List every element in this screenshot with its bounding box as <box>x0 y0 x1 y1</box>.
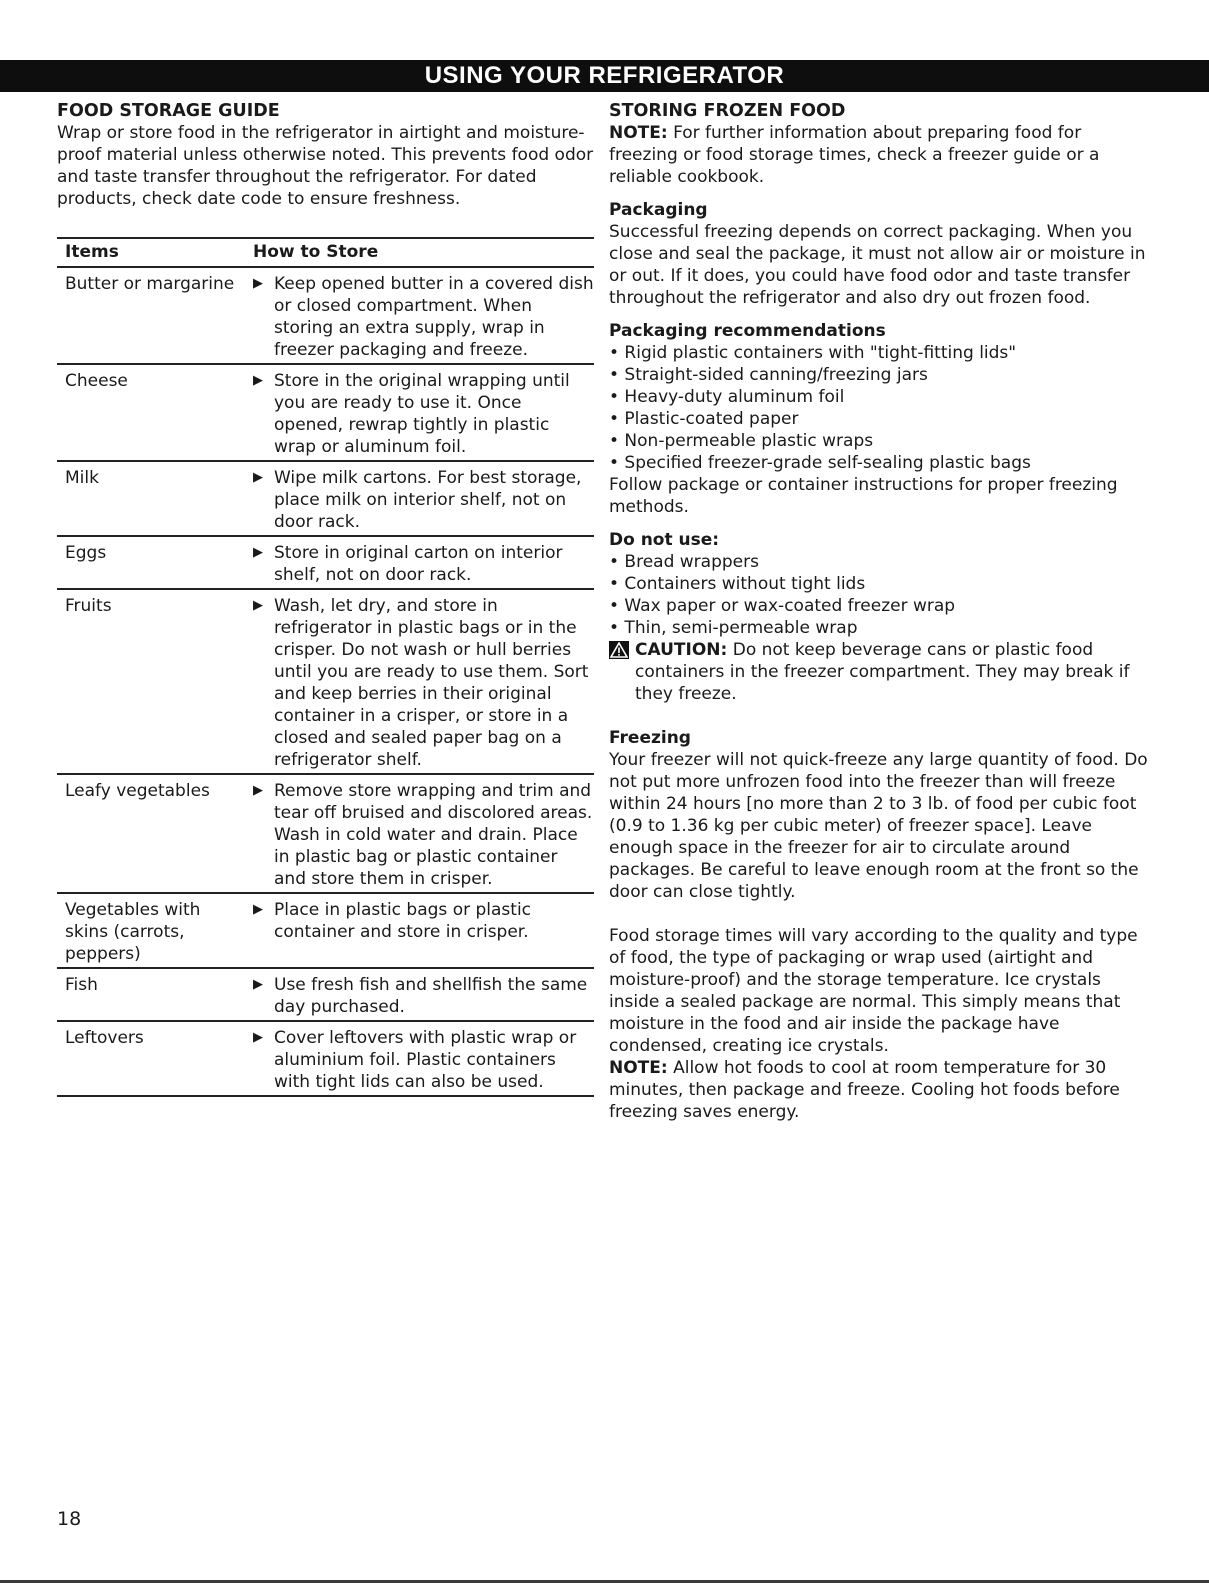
how-cell: Place in plastic bags or plastic container and store in crisper. <box>274 900 532 942</box>
how-cell: Remove store wrapping and trim and tear off bruised and discolored areas. Wash in cold water and drain. Place in plastic bag or plastic container and store them in crisper. <box>274 781 593 889</box>
food-storage-table <box>57 237 594 1097</box>
how-cell: Store in original carton on interior shelf, not on door rack. <box>274 543 563 585</box>
intro-paragraph: Wrap or store food in the refrigerator in airtight and moisture-proof material unless otherwise noted. This prevents food odor and taste transfer throughout the refrigerator. For dated products, check date code to ensure freshness. <box>57 123 594 209</box>
table-row <box>57 364 594 461</box>
table-row <box>57 774 594 893</box>
table-row <box>57 968 594 1021</box>
arrow-icon: ▶ <box>253 783 263 798</box>
note-paragraph <box>609 122 1149 188</box>
recommendations-followup: Follow package or container instructions for proper freezing methods. <box>609 475 1118 517</box>
storing-frozen-food-section <box>609 100 1149 1123</box>
arrow-icon: ▶ <box>253 470 263 485</box>
list-item: • Straight-sided canning/freezing jars <box>609 365 928 385</box>
note-label: NOTE: <box>609 1058 668 1078</box>
how-cell: Wash, let dry, and store in refrigerator in plastic bags or in the crisper. Do not wash or hull berries until you are ready to use them. Sort and keep berries in their original container in a crisper, or store in a closed and sealed paper bag on a refrigerator shelf. <box>274 596 589 770</box>
arrow-icon: ▶ <box>253 902 263 917</box>
list-item: • Bread wrappers <box>609 552 759 572</box>
item-cell: Leafy vegetables <box>57 774 235 893</box>
do-not-use-heading: Do not use: <box>609 530 720 550</box>
list-item: • Heavy-duty aluminum foil <box>609 387 845 407</box>
note-paragraph <box>609 1057 1149 1123</box>
freezing-heading: Freezing <box>609 728 691 748</box>
item-cell: Cheese <box>57 364 235 461</box>
list-item: • Specified freezer-grade self-sealing plastic bags <box>609 453 1031 473</box>
food-storage-guide-section <box>57 100 597 1097</box>
how-cell: Cover leftovers with plastic wrap or aluminium foil. Plastic containers with tight lids can also be used. <box>274 1028 577 1092</box>
bottom-divider <box>0 1580 1209 1583</box>
arrow-icon: ▶ <box>253 373 263 388</box>
table-row <box>57 1021 594 1096</box>
note-text: Allow hot foods to cool at room temperature for 30 minutes, then package and freeze. Cooling hot foods before freezing saves energy. <box>609 1058 1120 1122</box>
page-number: 18 <box>57 1508 82 1530</box>
how-cell: Store in the original wrapping until you are ready to use it. Once opened, rewrap tightly in plastic wrap or aluminum foil. <box>274 371 570 457</box>
how-cell: Use fresh fish and shellfish the same day purchased. <box>274 975 588 1017</box>
arrow-icon: ▶ <box>253 1030 263 1045</box>
recommendations-heading: Packaging recommendations <box>609 321 886 341</box>
page-banner: USING YOUR REFRIGERATOR <box>0 60 1209 92</box>
note-text: For further information about preparing food for freezing or food storage times, check a freezer guide or a reliable cookbook. <box>609 123 1100 187</box>
how-cell: Keep opened butter in a covered dish or closed compartment. When storing an extra supply, wrap in freezer packaging and freeze. <box>274 274 594 360</box>
caution-label: CAUTION: <box>635 640 728 660</box>
item-cell: Fruits <box>57 589 235 774</box>
how-cell: Wipe milk cartons. For best storage, place milk on interior shelf, not on door rack. <box>274 468 582 532</box>
arrow-icon: ▶ <box>253 276 263 291</box>
table-row <box>57 461 594 536</box>
list-item: • Containers without tight lids <box>609 574 866 594</box>
caution-notice <box>609 639 1149 705</box>
warning-icon <box>609 641 629 659</box>
list-item: • Wax paper or wax-coated freezer wrap <box>609 596 956 616</box>
column-header-how: How to Store <box>235 238 594 267</box>
storage-times-paragraph: Food storage times will vary according to the quality and type of food, the type of packaging or wrap used (airtight and moisture-proof) and the storage temperature. Ice crystals inside a sealed package are normal. This simply means that moisture in the food and air inside the package have condensed, creating ice crystals. <box>609 926 1138 1056</box>
item-cell: Fish <box>57 968 235 1021</box>
list-item: • Thin, semi-permeable wrap <box>609 618 858 638</box>
table-row <box>57 893 594 968</box>
item-cell: Vegetables with skins (carrots, peppers) <box>57 893 235 968</box>
table-row <box>57 589 594 774</box>
packaging-paragraph: Successful freezing depends on correct packaging. When you close and seal the package, it must not allow air or moisture in or out. If it does, you could have food odor and taste transfer throughout the refrigerator and also dry out frozen food. <box>609 222 1146 308</box>
column-header-items: Items <box>57 238 235 267</box>
section-heading: STORING FROZEN FOOD <box>609 101 846 121</box>
item-cell: Leftovers <box>57 1021 235 1096</box>
table-row <box>57 536 594 589</box>
caution-text: Do not keep beverage cans or plastic food containers in the freezer compartment. They may break if they freeze. <box>635 640 1130 704</box>
note-label: NOTE: <box>609 123 668 143</box>
list-item: • Plastic-coated paper <box>609 409 799 429</box>
item-cell: Milk <box>57 461 235 536</box>
table-row <box>57 267 594 364</box>
item-cell: Butter or margarine <box>57 267 235 364</box>
item-cell: Eggs <box>57 536 235 589</box>
packaging-heading: Packaging <box>609 200 708 220</box>
list-item: • Non-permeable plastic wraps <box>609 431 874 451</box>
arrow-icon: ▶ <box>253 545 263 560</box>
list-item: • Rigid plastic containers with "tight-fitting lids" <box>609 343 1017 363</box>
section-heading: FOOD STORAGE GUIDE <box>57 101 280 121</box>
arrow-icon: ▶ <box>253 977 263 992</box>
arrow-icon: ▶ <box>253 598 263 613</box>
freezing-paragraph: Your freezer will not quick-freeze any large quantity of food. Do not put more unfrozen food into the freezer than will freeze within 24 hours [no more than 2 to 3 lb. of food per cubic foot (0.9 to 1.36 kg per cubic meter) of freezer space]. Leave enough space in the freezer for air to circulate around packages. Be careful to leave enough room at the front so the door can close tightly. <box>609 750 1148 902</box>
